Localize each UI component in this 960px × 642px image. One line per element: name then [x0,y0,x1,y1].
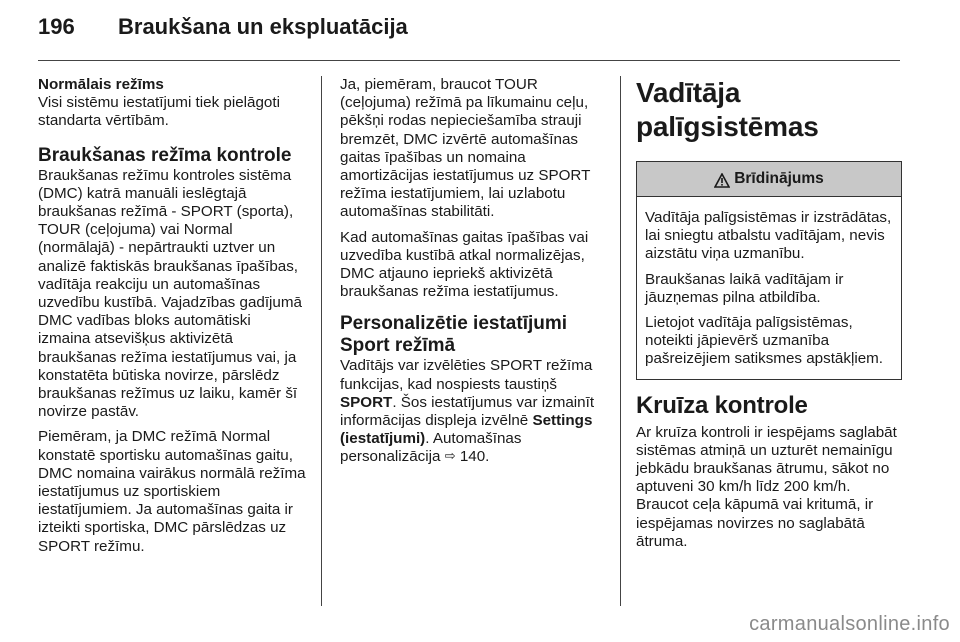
page-reference: 140. [459,448,490,466]
header-divider [38,60,900,61]
column-2 [340,76,608,474]
example-text: Piemēram, ja DMC režīmā Normal konstatē sportisku automašīnas gaitu, DMC nomaina vairākus normālā režīma iestatījumus uz sportiskiem iestatījumiem. Ja automašīnas gaita ir izteikti sportiska, DMC pārslēdzas uz SPORT režīmu. [38,428,306,555]
warning-paragraph: Braukšanas laikā vadītājam ir jāuzņemas pilna atbildība. [645,270,844,306]
normal-mode-text: Visi sistēmu iestatījumi tiek pielāgoti standarta vērtībām. [38,94,280,130]
warning-triangle-icon [714,173,730,188]
drive-mode-control-heading: Braukšanas režīma kontrole [38,144,292,166]
sport-key-label: SPORT [340,393,393,411]
column-divider-2 [620,76,621,606]
warning-body [637,197,901,379]
personal-settings-text: Vadītājs var izvēlēties SPORT režīma funkcijas, kad nospiests taustiņš SPORT. Šos iestatījumus var izmainīt informācijas displeja izvēlnē Settings (iestatījumi). Automašīnas personalizācija ⇨ 140. [340,357,595,466]
warning-header [637,162,901,197]
chapter-title: Braukšana un ekspluatācija [118,14,408,39]
cruise-control-text: Ar kruīza kontroli ir iespējams saglabāt sistēmas atmiņā un uzturēt nemainīgu jebkādu braukšanas ātrumu, sākot no aptuveni 30 km/h līdz 200 km/h. Braucot ceļa kāpumā vai kritumā, ir iespējamas novirzes no saglabātā ātruma. [636,423,897,550]
page-header [38,14,900,54]
warning-title: Brīdinājums [734,169,824,187]
column-1 [38,76,306,563]
settings-menu-label: Settings (iestatījumi) [340,412,593,448]
personal-settings-heading: Personalizētie iestatījumi Sport režīmā [340,313,568,357]
column-3 [636,76,904,558]
normal-mode-heading: Normālais režīms [38,76,164,93]
cruise-control-heading: Kruīza kontrole [636,391,808,419]
warning-paragraph: Vadītāja palīgsistēmas ir izstrādātas, lai sniegtu atbalstu vadītājam, nevis aizstātu viņa uzmanību. [645,209,892,263]
restore-text: Kad automašīnas gaitas īpašības vai uzvedība kustībā atkal normalizējas, DMC atjauno iepriekš aktivizētā braukšanas režīma iestatījumus. [340,228,589,301]
drive-mode-control-text: Braukšanas režīmu kontroles sistēma (DMC) katrā manuāli ieslēgtajā braukšanas režīmā - SPORT (sporta), TOUR (ceļojuma) vai Normal (normālajā) - nepārtraukti uztver un analizē faktiskās braukšanas īpašības, vadītāja reakciju un automašīnas uzvedību kustībā. Vajadzības gadījumā DMC vadības bloks automātiski izmaina atsevišķus aktivizētā braukšanas režīma iestatījumus vai, ja konstatēta būtiska novirze, pārslēdz braukšanas režīmus uz laiku, kamēr šī novirze pastāv. [38,166,302,421]
watermark: carmanualsonline.info [749,613,950,635]
warning-box [636,161,902,380]
warning-paragraph: Lietojot vadītāja palīgsistēmas, noteikti jāpievērš uzmanība pašreizējiem satiksmes apstākļiem. [645,314,884,368]
page-number: 196 [38,14,75,39]
tour-mode-text: Ja, piemēram, braucot TOUR (ceļojuma) režīmā pa līkumainu ceļu, pēkšņi rodas nepieciešamība strauji bremzēt, DMC izvērtē automašīnas gaitas īpašības un nomaina amortizācijas iestatījumus uz SPORT režīma iestatījumiem, lai uzlabotu automašīnas stabilitāti. [340,76,591,221]
column-divider-1 [321,76,322,606]
page-reference-arrow-icon: ⇨ [444,448,456,464]
driver-assistance-heading: Vadītāja palīgsistēmas [636,77,819,142]
